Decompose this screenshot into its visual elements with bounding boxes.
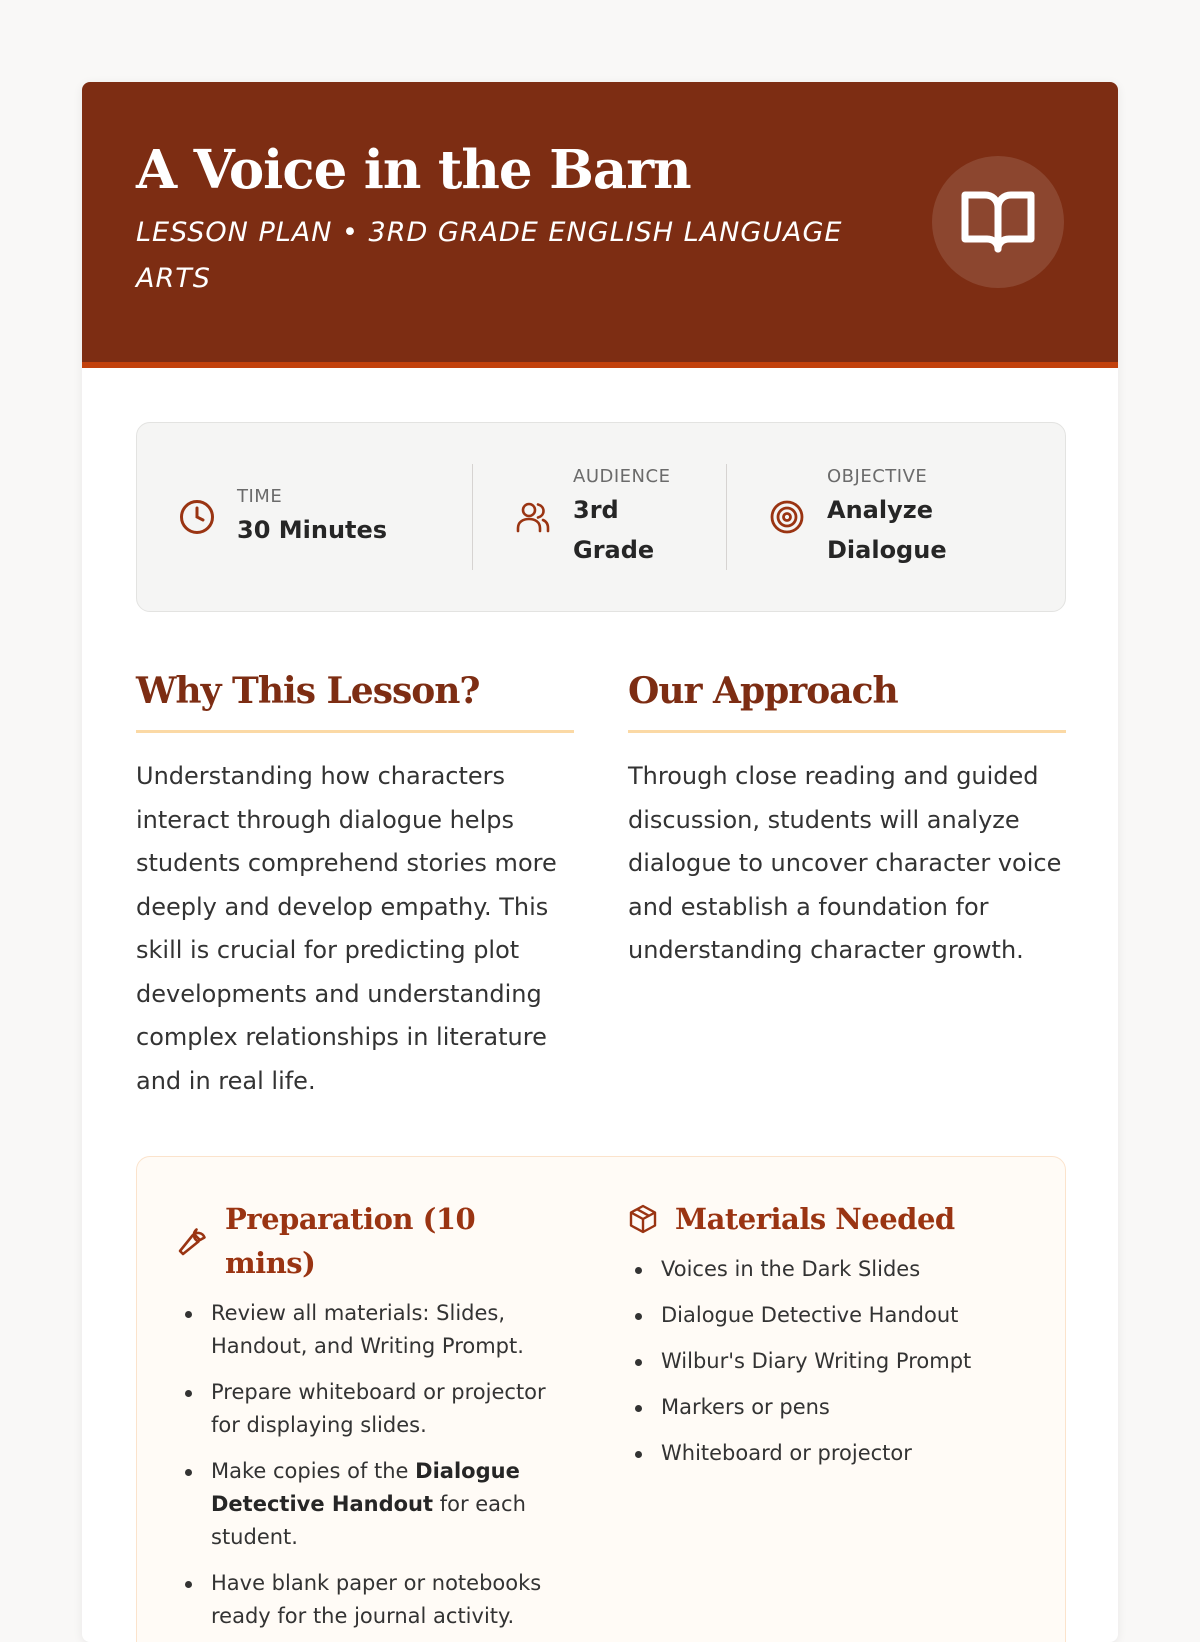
list-item: Have blank paper or notebooks ready for the journal activity. xyxy=(177,1567,547,1633)
preparation-heading-row xyxy=(177,1197,557,1285)
lesson-header xyxy=(82,82,1118,368)
meta-objective-label: OBJECTIVE xyxy=(827,466,928,487)
open-book-icon xyxy=(932,156,1064,288)
clock-icon xyxy=(179,499,215,535)
meta-time-label: TIME xyxy=(237,486,283,507)
list-item: Whiteboard or projector xyxy=(627,1437,1007,1470)
lesson-meta-bar xyxy=(136,422,1066,612)
why-body: Understanding how characters interact through dialogue helps students comprehend stories more deeply and develop empathy. This skill is crucial for predicting plot developments and understanding complex relationships in literature and in real life. xyxy=(136,762,557,1095)
list-item: Markers or pens xyxy=(627,1391,1007,1424)
preparation-list xyxy=(177,1297,557,1633)
list-item-text: for each student. xyxy=(211,1492,526,1549)
list-item: Prepare whiteboard or projector for displaying slides. xyxy=(177,1376,547,1442)
approach-heading: Our Approach xyxy=(628,666,1066,733)
users-icon xyxy=(515,499,551,535)
materials-list xyxy=(627,1253,1007,1470)
package-icon xyxy=(627,1203,659,1235)
approach-body: Through close reading and guided discussion, students will analyze dialogue to uncover character voice and establish a foundation for understanding character growth. xyxy=(628,762,1062,964)
materials-section xyxy=(627,1197,1007,1483)
why-heading: Why This Lesson? xyxy=(136,666,574,733)
meta-audience xyxy=(473,464,727,570)
list-item: Voices in the Dark Slides xyxy=(627,1253,1007,1286)
why-section xyxy=(136,666,574,1103)
meta-audience-label: AUDIENCE xyxy=(573,466,671,487)
preparation-panel xyxy=(136,1156,1066,1642)
lesson-plan-card xyxy=(82,82,1118,1642)
list-item: Wilbur's Diary Writing Prompt xyxy=(627,1345,1007,1378)
preparation-section xyxy=(177,1197,557,1642)
materials-heading: Materials Needed xyxy=(675,1202,955,1236)
list-item: Review all materials: Slides, Handout, and Writing Prompt. xyxy=(177,1297,547,1363)
target-icon xyxy=(769,499,805,535)
materials-heading-row xyxy=(627,1197,1007,1241)
wrench-icon xyxy=(177,1225,209,1257)
page-subtitle: LESSON PLAN • 3RD GRADE ENGLISH LANGUAGE ARTS xyxy=(136,217,843,294)
approach-section xyxy=(628,666,1066,973)
meta-objective xyxy=(727,464,1065,570)
list-item: Dialogue Detective Handout xyxy=(627,1299,1007,1332)
meta-audience-value: 3rd Grade xyxy=(573,496,655,564)
meta-time xyxy=(137,464,473,570)
list-item xyxy=(177,1455,547,1554)
page-title: A Voice in the Barn xyxy=(136,139,691,201)
handout-name: Dialogue Detective Handout xyxy=(211,1459,520,1516)
meta-time-value: 30 Minutes xyxy=(237,516,388,544)
meta-objective-value: Analyze Dialogue xyxy=(827,496,947,564)
list-item-text: Make copies of the xyxy=(211,1459,416,1483)
preparation-heading: Preparation (10 mins) xyxy=(225,1202,476,1280)
